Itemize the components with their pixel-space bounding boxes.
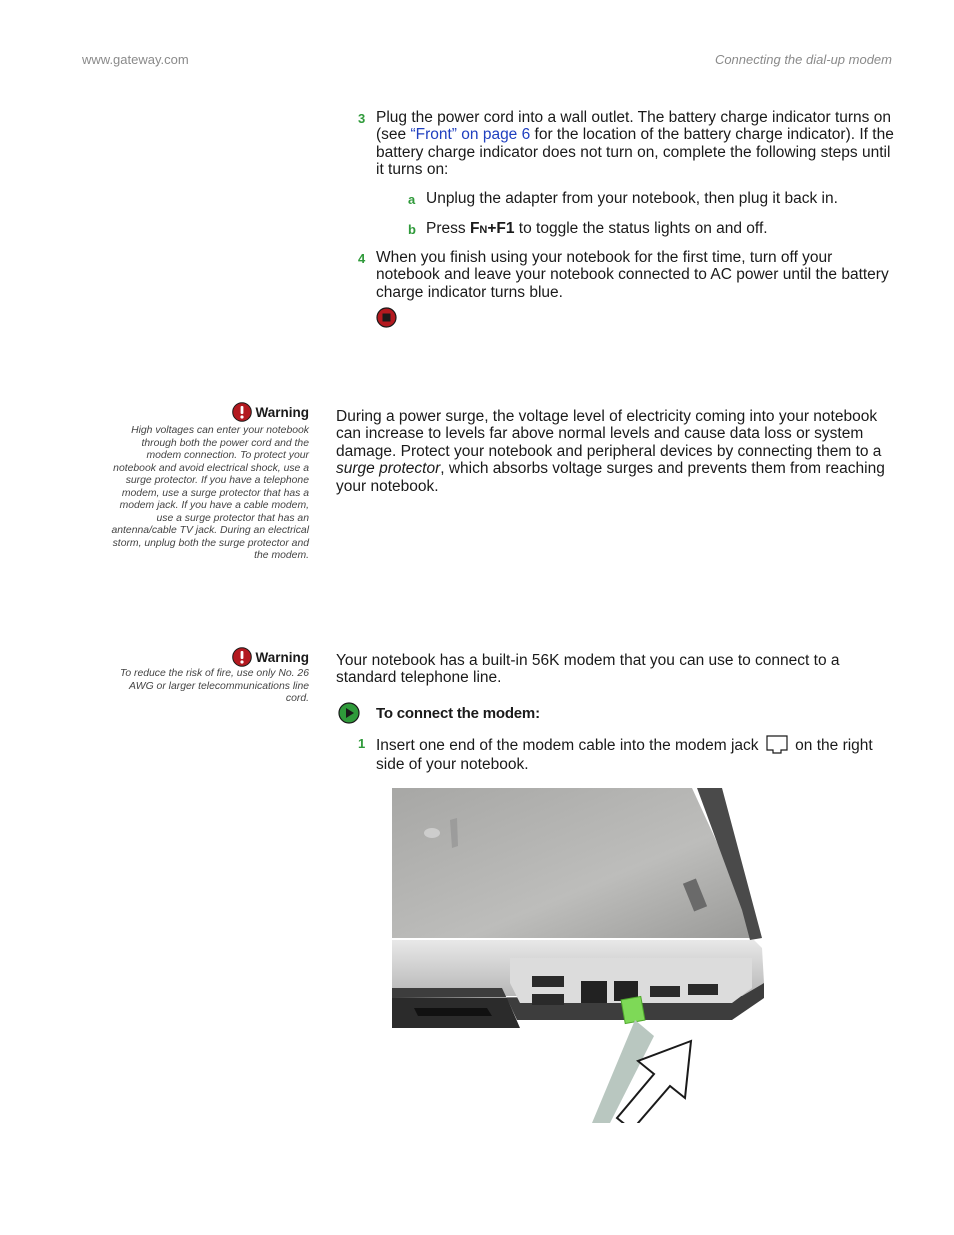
modem-plug: [621, 996, 645, 1023]
ethernet-port: [581, 981, 607, 1003]
step-4-number: 4: [358, 251, 366, 266]
warning-2-heading: [110, 647, 309, 667]
step-3-text: Plug the power cord into a wall outlet. The battery charge indicator turns on (see “Front” on page 6 for the location of the battery charge indicator). If the battery charge indicator does not turn on, complete the following steps until it turns on:: [376, 109, 894, 179]
modem-paragraph: Your notebook has a built-in 56K modem that you can use to connect to a standard telephone line.: [336, 652, 840, 687]
substep-b-letter: b: [408, 222, 416, 237]
header-section-title: Connecting the dial-up modem: [714, 52, 892, 67]
usb-port: [688, 984, 718, 995]
fn-key: FN+F1: [469, 220, 515, 237]
step-3-number: 3: [358, 111, 366, 126]
surge-paragraph: During a power surge, the voltage level of electricity coming into your notebook can increase to levels far above normal levels and cause data loss or system damage. Protect your notebook and peripheral devices by connecting them to a surge protector, which absorbs voltage surges and prevents them from reaching your notebook.: [336, 408, 885, 495]
laptop-lid: [392, 788, 754, 938]
substep-a-letter: a: [408, 192, 416, 207]
substep-b-text: Press FN+F1 to toggle the status lights on and off.: [426, 220, 768, 237]
usb-port: [650, 986, 680, 997]
header-website: www.gateway.com: [82, 52, 189, 67]
warning-1-heading: [110, 402, 309, 422]
warning-2-text: To reduce the risk of fire, use only No. 26 AWG or larger telecommunications line cord.: [119, 668, 309, 704]
procedure-arrow-icon: [338, 702, 360, 724]
laptop-illustration: [392, 788, 772, 1123]
warning-icon: [232, 402, 252, 422]
step-4-text: When you finish using your notebook for the first time, turn off your notebook and leave your notebook connected to AC power until the battery charge indicator turns blue.: [376, 249, 889, 301]
modem-jack-icon: [765, 734, 789, 756]
warning-icon: [232, 647, 252, 667]
stop-icon: [376, 307, 397, 328]
warning-1-text: High voltages can enter your notebook through both the power cord and the modem connection. To protect your notebook and avoid electrical shock, use a surge protector. If you have a telephone modem, use a surge protector that has a modem jack. If you have a cable modem, use a surge protector that has an antenna/cable TV jack. During an electrical storm, unplug both the surge protector and the modem.: [111, 425, 309, 561]
warning-1-title: Warning: [255, 404, 309, 420]
usb-port: [532, 994, 564, 1005]
procedure-title: To connect the modem:: [376, 705, 540, 722]
procedure-step-1-text: Insert one end of the modem cable into the modem jack on the right side of your notebook.: [376, 734, 898, 773]
substep-a-text: Unplug the adapter from your notebook, then plug it back in.: [426, 190, 838, 207]
warning-2-title: Warning: [255, 649, 309, 665]
procedure-step-1-number: 1: [358, 736, 366, 751]
usb-port: [532, 976, 564, 987]
front-page-link[interactable]: “Front” on page 6: [410, 126, 531, 144]
lid-logo: [424, 828, 440, 838]
card-slot: [414, 1008, 492, 1016]
